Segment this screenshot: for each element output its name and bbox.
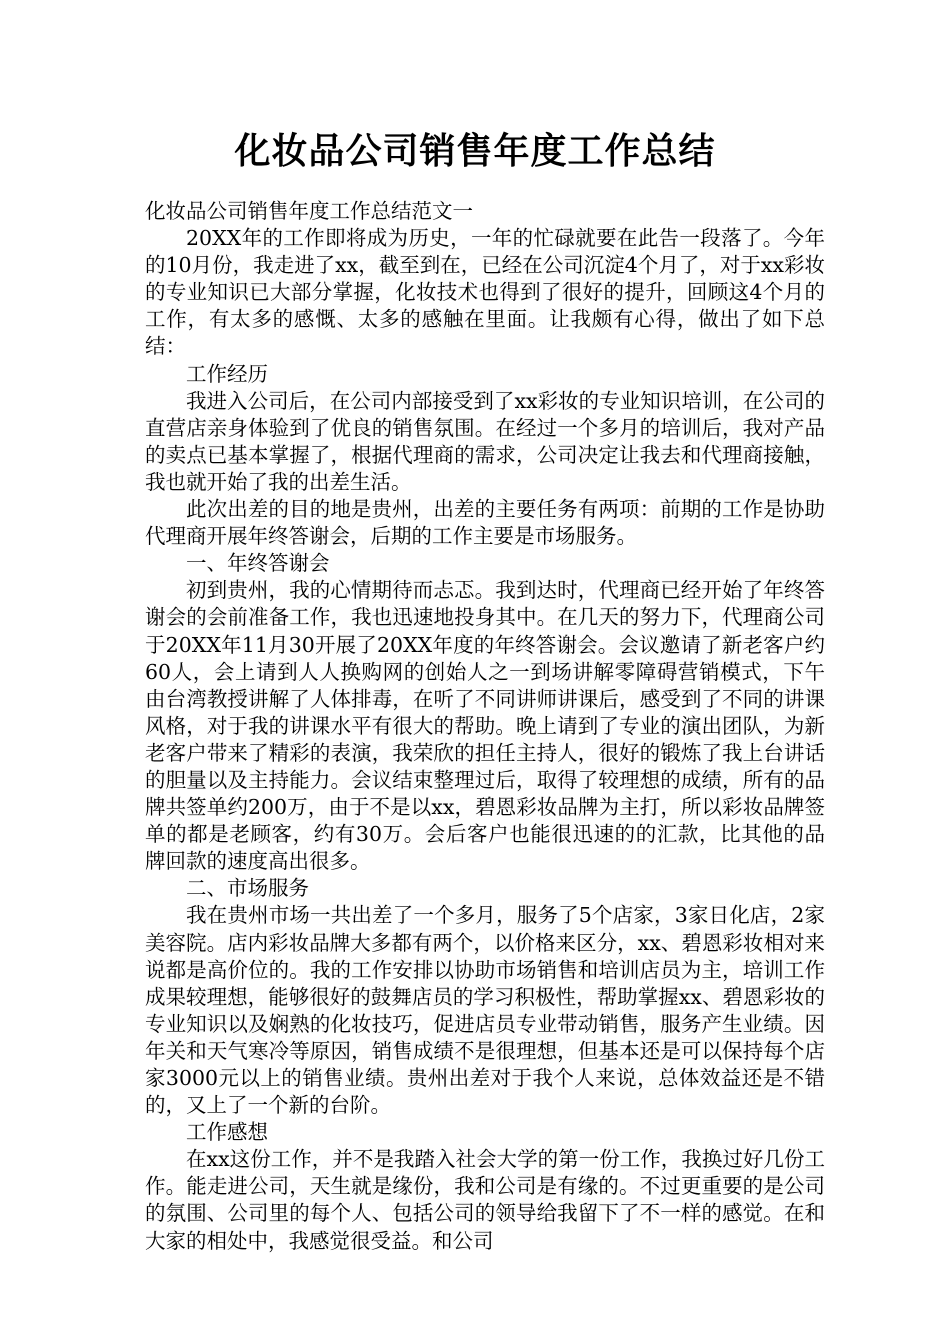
paragraph-market-service: 我在贵州市场一共出差了一个多月，服务了5个店家，3家日化店，2家美容院。店内彩妆品牌大多都有两个，以价格来区分，xx、碧恩彩妆相对来说都是高价位的。我的工作安排以协助市场销售和培训店员为主，培训工作成果较理想，能够很好的鼓舞店员的学习积极性，帮助掌握xx、碧恩彩妆的专业知识以及娴熟的化妆技巧，促进店员专业带动销售，服务产生业绩。因年关和天气寒冷等原因，销售成绩不是很理想，但基本还是可以保持每个店家3000元以上的销售业绩。贵州出差对于我个人来说，总体效益还是不错的，又上了一个新的台阶。: [145, 903, 825, 1118]
paragraph-reflections: 在xx这份工作，并不是我踏入社会大学的第一份工作，我换过好几份工作。能走进公司，天生就是缘份，我和公司是有缘的。不过更重要的是公司的氛围、公司里的每个人、包括公司的领导给我留下了不一样的感觉。在和大家的相处中，我感觉很受益。和公司: [145, 1147, 825, 1253]
paragraph-intro: 20XX年的工作即将成为历史，一年的忙碌就要在此告一段落了。今年的10月份，我走进了xx，截至到在，已经在公司沉淀4个月了，对于xx彩妆的专业知识已大部分掌握，化妆技术也得到了很好的提升，回顾这4个月的工作，有太多的感慨、太多的感触在里面。让我颇有心得，做出了如下总结：: [145, 226, 825, 359]
document-title: 化妆品公司销售年度工作总结: [234, 131, 716, 172]
section-heading-market-service: 二、市场服务: [186, 876, 309, 901]
section-heading-reflections: 工作感想: [186, 1120, 268, 1145]
paragraph-training: 我进入公司后，在公司内部接受到了xx彩妆的专业知识培训，在公司的直营店亲身体验到了优良的销售氛围。在经过一个多月的培训后，我对产品的卖点已基本掌握了，根据代理商的需求，公司决定让我去和代理商接触，我也就开始了我的出差生活。: [145, 388, 825, 494]
section-heading-work-experience: 工作经历: [186, 361, 268, 386]
section-heading-year-end-event: 一、年终答谢会: [186, 551, 330, 576]
paragraph-business-trip: 此次出差的目的地是贵州，出差的主要任务有两项：前期的工作是协助代理商开展年终答谢会，后期的工作主要是市场服务。: [145, 497, 825, 549]
paragraph-year-end-event: 初到贵州，我的心情期待而忐忑。我到达时，代理商已经开始了年终答谢会的会前准备工作，我也迅速地投身其中。在几天的努力下，代理商公司于20XX年11月30开展了20XX年度的年终答谢会。会议邀请了新老客户约60人，会上请到人人换购网的创始人之一到场讲解零障碍营销模式，下午由台湾教授讲解了人体排毒，在听了不同讲师讲课后，感受到了不同的讲课风格，对于我的讲课水平有很大的帮助。晚上请到了专业的演出团队，为新老客户带来了精彩的表演，我荣欣的担任主持人，很好的锻炼了我上台讲话的胆量以及主持能力。会议结束整理过后，取得了较理想的成绩，所有的品牌共签单约200万，由于不是以xx，碧恩彩妆品牌为主打，所以彩妆品牌签单的都是老顾客，约有30万。会后客户也能很迅速的的汇款，比其他的品牌回款的速度高出很多。: [145, 578, 825, 874]
document-body: [145, 198, 825, 1255]
document-subtitle: 化妆品公司销售年度工作总结范文一: [145, 199, 473, 223]
